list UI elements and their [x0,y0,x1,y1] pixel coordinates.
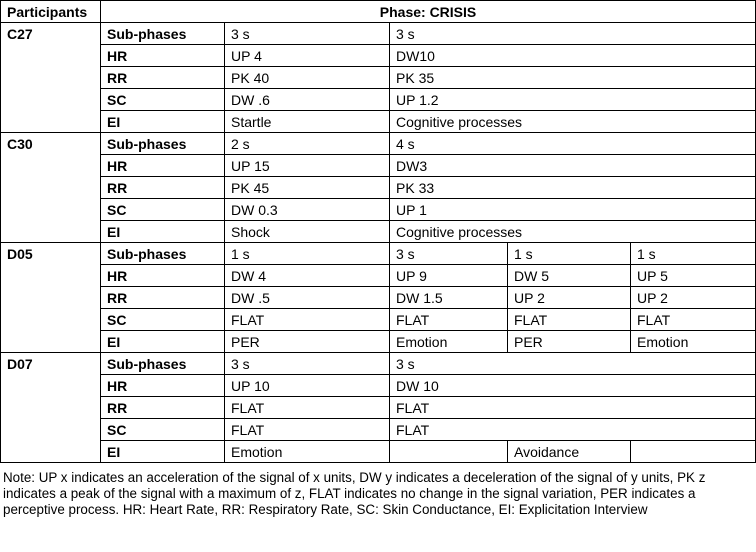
value-cell: 3 s [225,23,390,45]
value-cell: DW3 [390,155,756,177]
table-row [1,331,756,353]
value-cell: 3 s [390,353,756,375]
measure-label: SC [101,89,225,111]
value-cell: FLAT [225,309,390,331]
table-header-row [1,1,756,23]
measure-label: HR [101,155,225,177]
value-cell: Cognitive processes [390,221,756,243]
value-cell: Emotion [390,331,508,353]
value-cell: 3 s [390,243,508,265]
measure-label: HR [101,265,225,287]
measure-label: Sub-phases [101,23,225,45]
participant-id: D07 [1,353,101,463]
table-row [1,287,756,309]
value-cell: UP 2 [508,287,631,309]
value-cell: UP 1.2 [390,89,756,111]
value-cell: Emotion [631,331,756,353]
value-cell: PK 35 [390,67,756,89]
value-cell: PER [508,331,631,353]
table-row [1,45,756,67]
value-cell [631,441,756,463]
value-cell: FLAT [390,397,756,419]
value-cell: FLAT [508,309,631,331]
table-row [1,309,756,331]
value-cell: 3 s [225,353,390,375]
measure-label: RR [101,397,225,419]
participant-id: C27 [1,23,101,133]
value-cell: UP 5 [631,265,756,287]
measure-label: Sub-phases [101,133,225,155]
value-cell: UP 2 [631,287,756,309]
value-cell: DW .5 [225,287,390,309]
value-cell: Shock [225,221,390,243]
value-cell: 3 s [390,23,756,45]
table-note: Note: UP x indicates an acceleration of the signal of x units, DW y indicates a deceleration of the signal of y units, PK z indicates a peak of the signal with a maximum of z, FLAT indicates no change in the signal variation, PER indicates a perceptive process. HR: Heart Rate, RR: Respiratory Rate, SC: Skin Conductance, EI: Explicitation Interview [3,470,706,517]
value-cell: UP 1 [390,199,756,221]
value-cell: 2 s [225,133,390,155]
table-row [1,133,756,155]
value-cell: PK 45 [225,177,390,199]
value-cell: Emotion [225,441,390,463]
value-cell: UP 15 [225,155,390,177]
measure-label: Sub-phases [101,353,225,375]
value-cell: DW 0.3 [225,199,390,221]
measure-label: EI [101,331,225,353]
table-row [1,23,756,45]
value-cell: Startle [225,111,390,133]
measure-label: RR [101,287,225,309]
participant-id: D05 [1,243,101,353]
table-row [1,177,756,199]
value-cell: DW 4 [225,265,390,287]
table-row [1,441,756,463]
participants-header: Participants [1,1,101,23]
measure-label: HR [101,375,225,397]
value-cell: FLAT [631,309,756,331]
measure-label: Sub-phases [101,243,225,265]
measure-label: SC [101,199,225,221]
table-row [1,67,756,89]
measure-label: SC [101,309,225,331]
table-row [1,353,756,375]
table-body [1,1,756,463]
value-cell: DW 1.5 [390,287,508,309]
value-cell: 1 s [631,243,756,265]
measure-label: EI [101,221,225,243]
value-cell: DW 10 [390,375,756,397]
table-row [1,89,756,111]
table-row [1,221,756,243]
measure-label: RR [101,67,225,89]
value-cell: 4 s [390,133,756,155]
measure-label: EI [101,441,225,463]
value-cell: 1 s [225,243,390,265]
phase-header: Phase: CRISIS [101,1,756,23]
table-row [1,397,756,419]
value-cell: 1 s [508,243,631,265]
value-cell: UP 4 [225,45,390,67]
value-cell: PK 40 [225,67,390,89]
measure-label: SC [101,419,225,441]
value-cell: PK 33 [390,177,756,199]
table-row [1,111,756,133]
value-cell: FLAT [390,419,756,441]
value-cell: UP 9 [390,265,508,287]
table-row [1,265,756,287]
measure-label: RR [101,177,225,199]
value-cell [390,441,508,463]
value-cell: FLAT [225,419,390,441]
value-cell: PER [225,331,390,353]
table-row [1,419,756,441]
value-cell: FLAT [225,397,390,419]
value-cell: DW10 [390,45,756,67]
table-row [1,155,756,177]
value-cell: UP 10 [225,375,390,397]
table-row [1,243,756,265]
value-cell: Avoidance [508,441,631,463]
table-row [1,375,756,397]
value-cell: DW 5 [508,265,631,287]
measure-label: EI [101,111,225,133]
participant-id: C30 [1,133,101,243]
value-cell: Cognitive processes [390,111,756,133]
table-row [1,199,756,221]
value-cell: DW .6 [225,89,390,111]
value-cell: FLAT [390,309,508,331]
measure-label: HR [101,45,225,67]
